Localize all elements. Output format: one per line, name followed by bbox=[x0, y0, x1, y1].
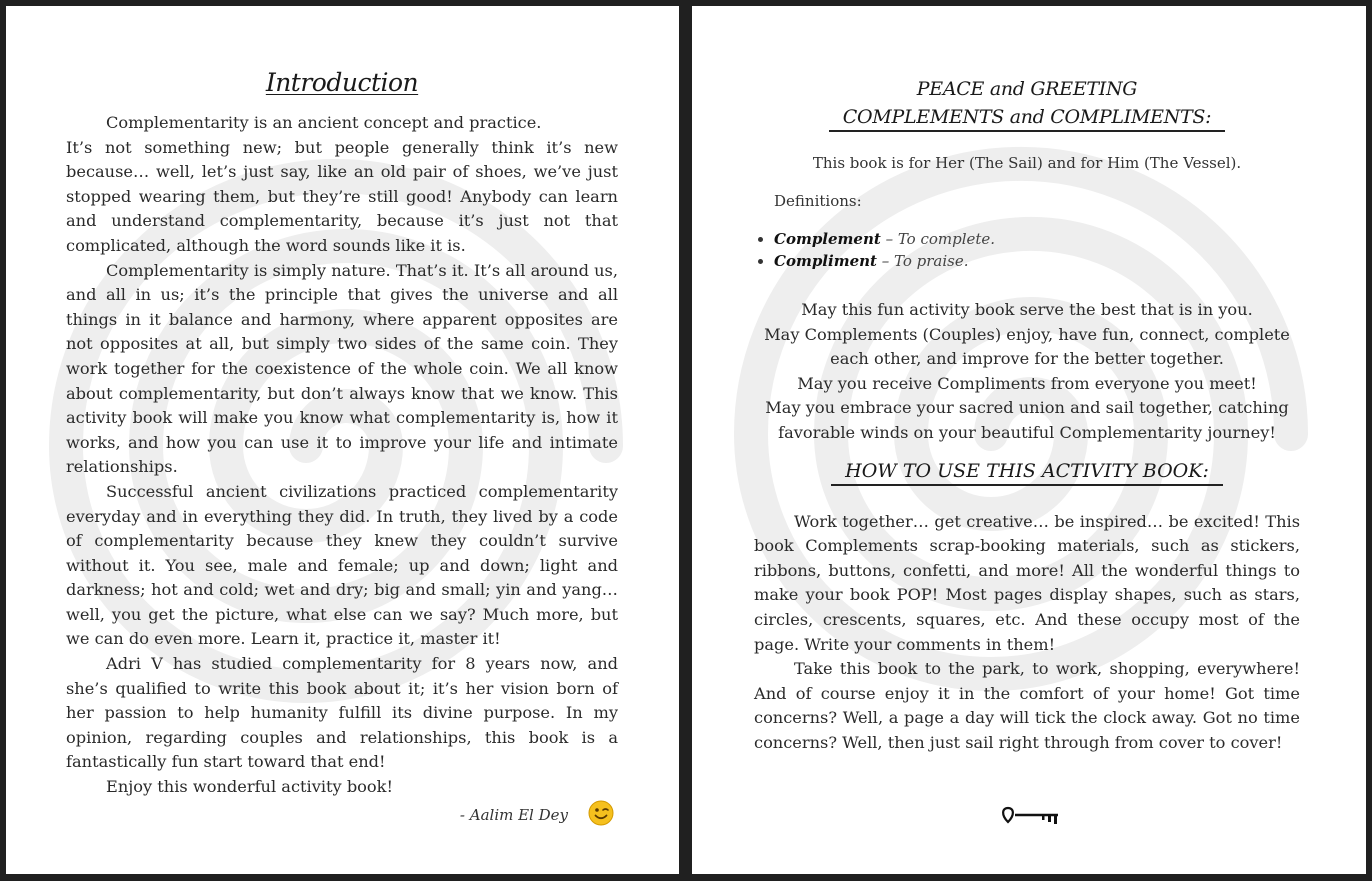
howto-paragraph-1: Work together… get creative… be inspired… be excited! This book Complements scrap-booking materials, such as stickers, ribbons, buttons, confetti, and more! All the wonderful things to make your book POP! Most pages display shapes, such as stars, circles, crescents, squares, etc. And these occupy most of the page. Write your comments in them! bbox=[754, 511, 1300, 654]
wish-line: May this fun activity book serve the best that is in you. bbox=[801, 300, 1253, 319]
howto-heading bbox=[754, 460, 1300, 486]
intro-paragraph-3: Complementarity is simply nature. That’s it. It’s all around us, and all in us; it’s the principle that gives the universe and all things in it balance and harmony, where apparent opposites are not opposites at all, but simply two sides of the same coin. They work together for the coexistence of the whole coin. We all know about complementarity, but don’t always know that we know. This activity book will make you know what complementarity is, how it works, and how you can use it to improve your life and intimate relationships. bbox=[66, 260, 618, 477]
wish-line: May you receive Compliments from everyone you meet! bbox=[797, 373, 1257, 393]
intro-paragraph-1: Complementarity is an ancient concept and practice. bbox=[106, 113, 542, 132]
left-page bbox=[6, 6, 679, 874]
definition-meaning: – To complete. bbox=[880, 230, 996, 248]
right-page bbox=[692, 6, 1366, 874]
introduction-text bbox=[66, 68, 618, 824]
key-icon bbox=[998, 804, 1062, 826]
definition-item bbox=[774, 228, 1300, 250]
greeting-heading bbox=[754, 78, 1300, 132]
intro-paragraph-2: It’s not something new; but people generally think it’s new because… well, let’s just say, like an old pair of shoes, we’ve just stopped wearing them, but they’re still good! Anybody can learn and understand complementarity, because it’s just not that complicated, although the word sounds like it is. bbox=[66, 137, 618, 255]
intro-paragraph-4: Successful ancient civilizations practiced complementarity everyday and in everything they did. In truth, they lived by a code of complementarity because they knew they couldn’t survive without it. You see, male and female; up and down; light and darkness; hot and cold; wet and dry; big and small; yin and yang… well, you get the picture, what else can we say? Much more, but we can do even more. Learn it, practice it, master it! bbox=[66, 481, 618, 649]
wish-line: May you embrace your sacred union and sail together, catching favorable winds on your beautiful Complementarity journey! bbox=[765, 398, 1289, 442]
definition-term: Compliment bbox=[774, 252, 877, 270]
intro-paragraph-5: Adri V has studied complementarity for 8 years now, and she’s qualified to write this book about it; it’s her vision born of her passion to help humanity fulfill its divine purpose. In my opinion, regarding couples and relationships, this book is a fantastically fun start toward that end! bbox=[66, 654, 618, 772]
howto-heading-text: HOW TO USE THIS ACTIVITY BOOK: bbox=[831, 460, 1223, 486]
definition-item bbox=[774, 250, 1300, 272]
intro-paragraph-6: Enjoy this wonderful activity book! bbox=[106, 777, 393, 797]
wishes-block bbox=[754, 298, 1300, 446]
howto-text bbox=[754, 510, 1300, 756]
definition-term: Complement bbox=[774, 230, 881, 248]
wish-line: May Complements (Couples) enjoy, have fun, connect, complete each other, and improve for the better together. bbox=[764, 324, 1290, 369]
greeting-text bbox=[754, 78, 1300, 756]
signature-text: - Aalim El Dey bbox=[459, 805, 568, 824]
heading-line-2: COMPLEMENTS and COMPLIMENTS: bbox=[829, 106, 1225, 132]
definitions-list bbox=[754, 228, 1300, 272]
signature bbox=[66, 806, 618, 824]
definitions-label: Definitions: bbox=[774, 192, 862, 210]
howto-paragraph-2: Take this book to the park, to work, shopping, everywhere! And of course enjoy it in the comfort of your home! Got time concerns? Well, a page a day will tick the clock away. Got no time concerns? Well, then just sail right through from cover to cover! bbox=[754, 659, 1300, 752]
definition-meaning: – To praise. bbox=[876, 252, 969, 270]
heading-line-1: PEACE and GREETING bbox=[916, 78, 1138, 100]
dedication-line: This book is for Her (The Sail) and for Him (The Vessel). bbox=[812, 154, 1242, 172]
winking-smiley-icon bbox=[588, 800, 614, 826]
page-title: Introduction bbox=[265, 68, 419, 97]
